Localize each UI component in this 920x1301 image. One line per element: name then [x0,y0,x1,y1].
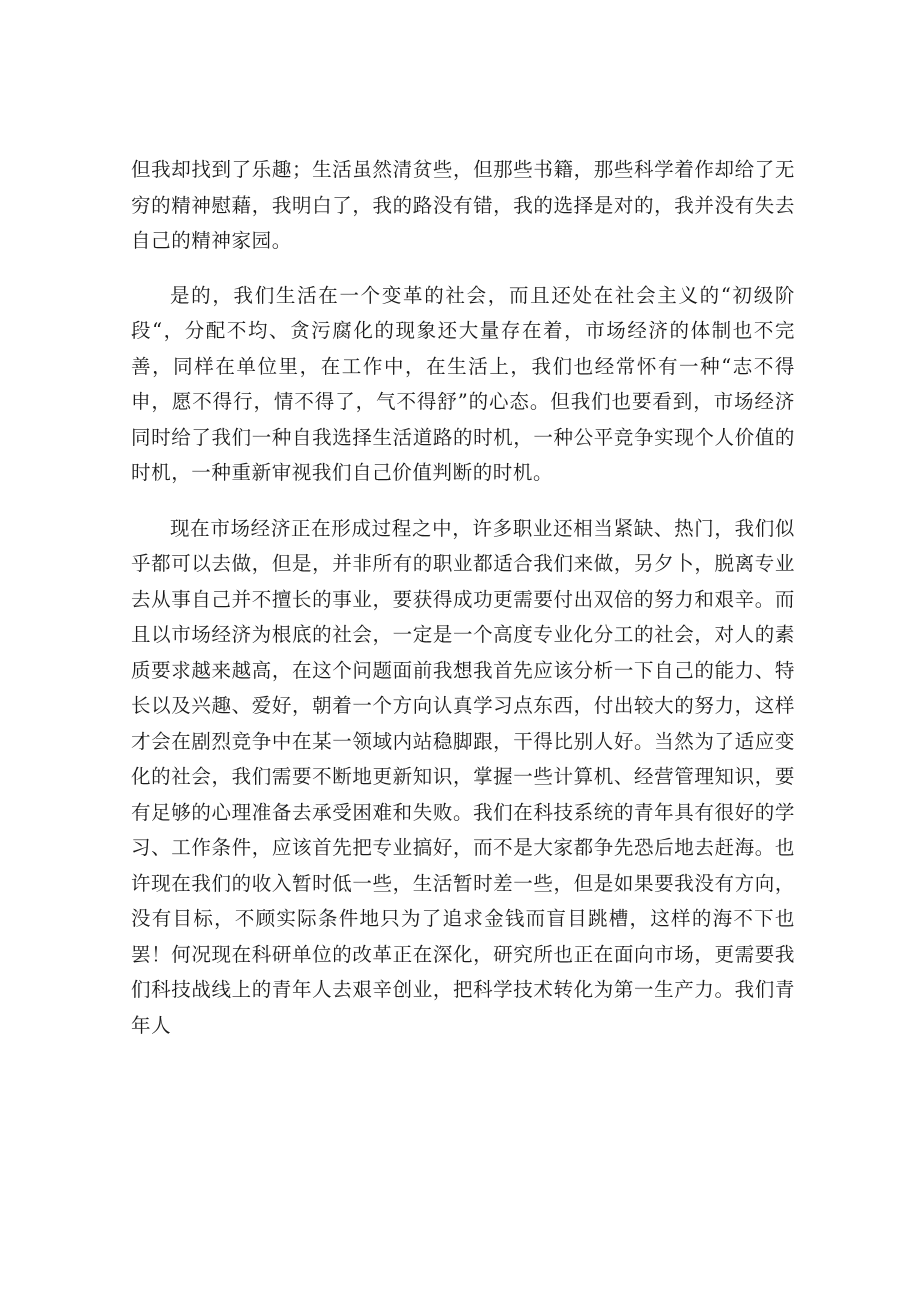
paragraph-3: 现在市场经济正在形成过程之中，许多职业还相当紧缺、热门，我们似乎都可以去做，但是，并非所有的职业都适合我们来做，另夕卜，脱离专业去从事自己并不擅长的事业，要获得成功更需要付出双倍的努力和艰辛。而且以市场经济为根底的社会，一定是一个高度专业化分工的社会，对人的素质要求越来越高，在这个问题面前我想我首先应该分析一下自己的能力、特长以及兴趣、爱好，朝着一个方向认真学习点东西，付出较大的努力，这样才会在剧烈竞争中在某一领域内站稳脚跟，干得比别人好。当然为了适应变化的社会，我们需要不断地更新知识，掌握一些计算机、经营管理知识，要有足够的心理准备去承受困难和失败。我们在科技系统的青年具有很好的学习、工作条件，应该首先把专业搞好，而不是大家都争先恐后地去赶海。也许现在我们的收入暂时低一些，生活暂时差一些，但是如果要我没有方向，没有目标，不顾实际条件地只为了追求金钱而盲目跳槽，这样的海不下也罢！何况现在科研单位的改革正在深化，研究所也正在面向市场，更需要我们科技战线上的青年人去艰辛创业，把科学技术转化为第一生产力。我们青年人 [131,516,795,1037]
body-text [131,152,795,1043]
paragraph-1: 但我却找到了乐趣；生活虽然清贫些，但那些书籍，那些科学着作却给了无穷的精神慰藉，我明白了，我的路没有错，我的选择是对的，我并没有失去自己的精神家园。 [131,158,795,252]
paragraph-2: 是的，我们生活在一个变革的社会，而且还处在社会主义的“初级阶段“，分配不均、贪污腐化的现象还大量存在着，市场经济的体制也不完善，同样在单位里，在工作中，在生活上，我们也经常怀有一种“志不得申，愿不得行，情不得了，气不得舒”的心态。但我们也要看到，市场经济同时给了我们一种自我选择生活道路的时机，一种公平竞争实现个人价值的时机，一种重新审视我们自己价值判断的时机。 [131,283,795,484]
